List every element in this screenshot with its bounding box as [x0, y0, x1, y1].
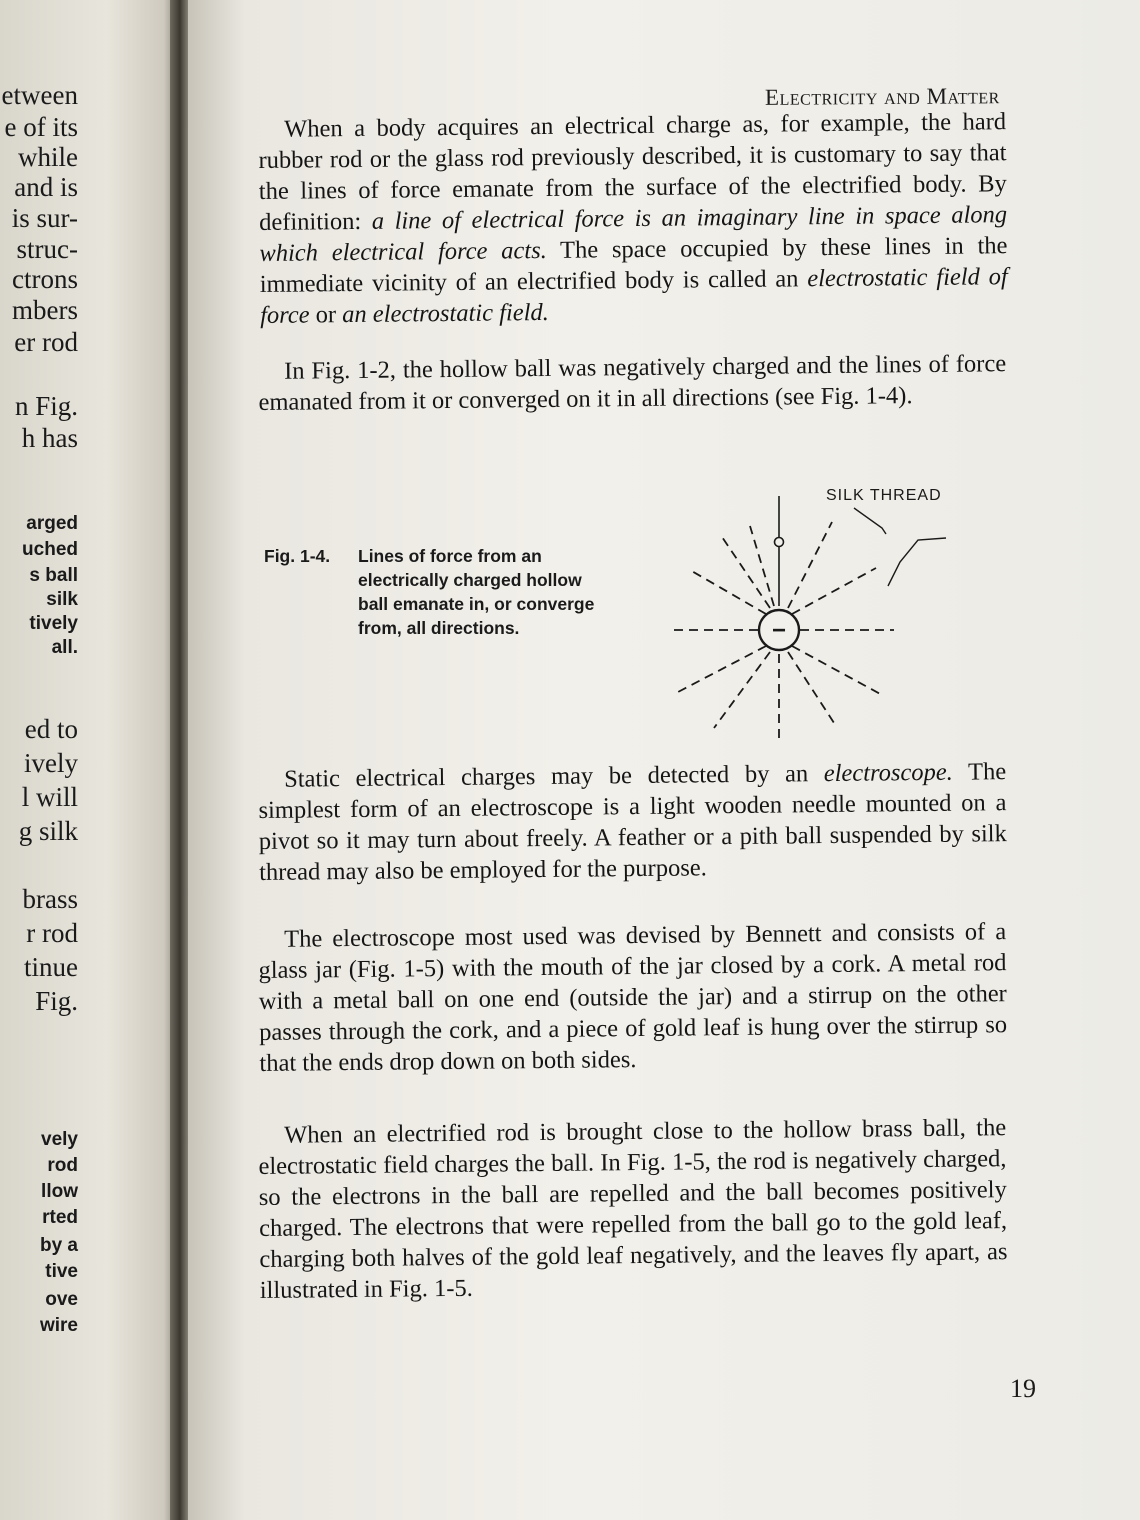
thread-knot [775, 538, 784, 547]
left-page-fragment: e of its [4, 112, 78, 142]
left-page-fragment: arged [26, 513, 78, 534]
left-page-fragment: all. [51, 637, 78, 658]
left-page-fragment: ove [45, 1289, 78, 1310]
left-page-fragment: rted [42, 1207, 78, 1228]
left-page-fragment: tive [45, 1261, 78, 1282]
term-italic: electrostatic field of force [259, 263, 1008, 329]
left-page-fragment: er rod [14, 327, 78, 357]
paragraph-bennett: The electroscope most used was devised by Bennett and consists of a glass jar (Fig. 1-5) with the mouth of the jar closed by a cork. A metal rod with a metal ball on one end (outside the jar) and a stirrup on the other passes through the cork, and a piece of gold leaf is hung over the stirrup so that the ends drop down on both sides. [258, 918, 1008, 1077]
paragraph-text: When a body acquires an electrical charge as, for example, the hard rubber rod or the glass rod previously described, it is customary to say that the lines of force emanate from the surface of the electrified body. By definition: [258, 108, 1007, 236]
figure-caption-text: Lines of force from an electrically charged hollow ball emanate in, or converge from, all directions. [358, 546, 595, 638]
definition-italic: a line of electrical force is an imaginary line in space along which electrical force acts. [259, 201, 1008, 267]
term-italic: an electrostatic field. [342, 298, 549, 329]
force-line [690, 570, 766, 614]
left-page-fragment: ctrons [12, 264, 78, 294]
force-line [720, 534, 770, 608]
left-page-fragment: is sur- [11, 203, 78, 233]
left-page-fragment: tively [29, 613, 78, 634]
lines-of-force-diagram [658, 478, 1058, 748]
left-page-fragment: s ball [29, 565, 78, 586]
left-page-fragment: uched [22, 539, 78, 560]
left-page-fragment: llow [41, 1181, 78, 1202]
left-page-fragment: Fig. [35, 986, 78, 1016]
left-page-fragment: n Fig. [14, 391, 78, 421]
negative-charge-symbol: − [771, 617, 787, 644]
right-page [188, 0, 1140, 1520]
left-page [0, 0, 178, 1520]
force-line [714, 652, 770, 728]
left-page-fragment: brass [22, 884, 78, 914]
term-italic: electroscope. [823, 758, 953, 788]
left-page-fragment: by a [39, 1235, 78, 1256]
figure-number: Fig. 1-4. [264, 546, 331, 566]
left-page-fragment: wire [39, 1315, 78, 1336]
left-page-fragment: struc- [16, 234, 78, 264]
label-silk-thread: SILK THREAD [826, 487, 942, 504]
force-line [678, 646, 766, 692]
paragraph-hollow-ball: In Fig. 1-2, the hollow ball was negatively charged and the lines of force emanated from it or converged on it in all directions (see Fig. 1-4). [258, 350, 1007, 416]
left-page-fragment: etween [1, 80, 78, 110]
left-page-fragment: ively [24, 748, 78, 778]
leader-line [888, 538, 946, 586]
left-page-fragment: g silk [18, 816, 78, 846]
left-page-fragment: mbers [12, 295, 78, 325]
left-page-fragment: rod [47, 1155, 78, 1176]
running-head: Electricity and Matter [765, 83, 1001, 110]
left-page-fragment: vely [41, 1129, 78, 1150]
force-line [750, 526, 774, 606]
left-page-fragment: l will [21, 782, 78, 812]
paragraph-lines-of-force [258, 106, 1008, 331]
left-page-fragment: silk [46, 589, 78, 610]
left-page-fragment: tinue [24, 952, 78, 982]
leader-line [854, 508, 886, 534]
left-page-fragment: ed to [24, 714, 78, 744]
left-page-fragment: h has [21, 423, 78, 453]
left-page-fragment: r rod [26, 918, 78, 948]
left-page-fragment: while [18, 142, 78, 172]
left-page-fragment: and is [14, 172, 78, 202]
force-line [788, 652, 836, 726]
force-line [792, 646, 884, 696]
paragraph-electroscope: Static electrical charges may be detected by an electroscope. The simplest form of an electroscope is a light wooden needle mounted on a pivot so it may turn about freely. A feather or a pith ball suspended by silk thread may also be employed for the purpose. [258, 758, 1007, 886]
paragraph-text: or [309, 301, 343, 329]
page-number: 19 [1010, 1374, 1036, 1403]
paragraph-electrified-rod: When an electrified rod is brought close to the hollow brass ball, the electrostatic field charges the ball. In Fig. 1-5, the rod is negatively charged, so the electrons in the ball are repelled and the ball becomes positively charged. The electrons that were repelled from the ball go to the gold leaf, charging both halves of the gold leaf negatively, and the leaves fly apart, as illustrated in Fig. 1-5. [258, 1114, 1008, 1304]
paragraph-text: The space occupied by these lines in the immediate vicinity of an electrified body is called an [259, 232, 1008, 298]
